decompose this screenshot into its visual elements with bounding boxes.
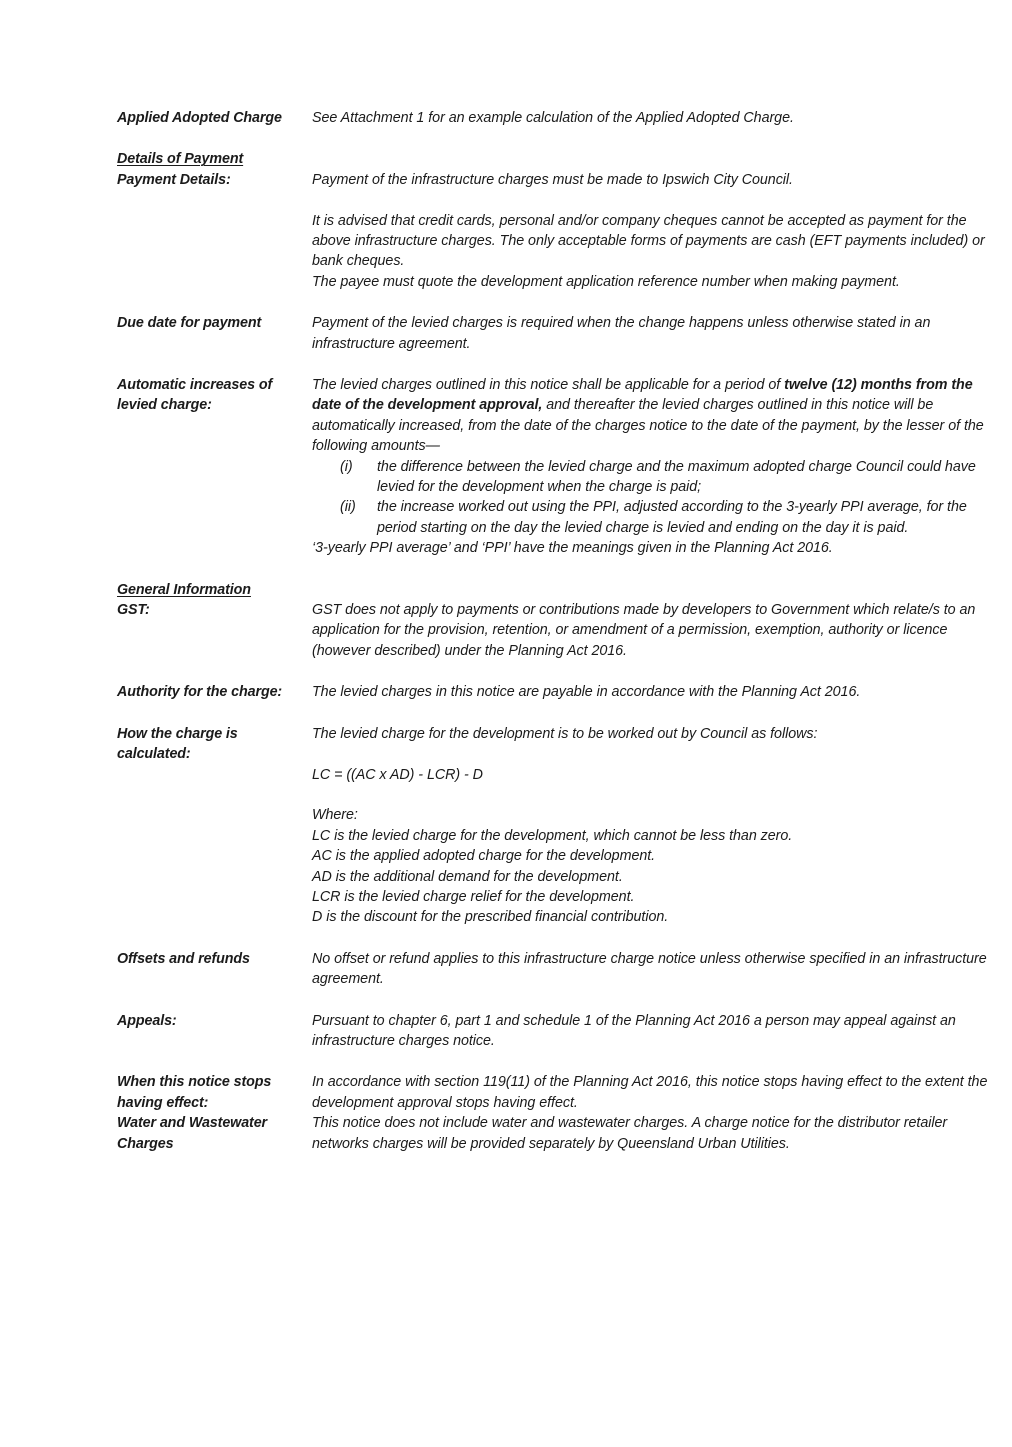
label-general-information bbox=[117, 580, 312, 621]
body-appeals: Pursuant to chapter 6, part 1 and schedule 1 of the Planning Act 2016 a person may appeal against an infrastructure charges notice. bbox=[312, 1012, 956, 1049]
list-item-text: the increase worked out using the PPI, adjusted according to the 3-yearly PPI average, for the period starting on the day the levied charge is levied and ending on the day it is paid. bbox=[377, 499, 967, 536]
section-water-and-wastewater-charges bbox=[117, 1113, 995, 1154]
spacer bbox=[117, 1051, 995, 1072]
spacer-line bbox=[312, 785, 995, 805]
body-how-the-charge-is-calculated bbox=[312, 724, 995, 928]
label-due-date-for-payment: Due date for payment bbox=[117, 315, 262, 332]
label-offsets-and-refunds: Offsets and refunds bbox=[117, 950, 250, 967]
spacer-line bbox=[312, 744, 995, 764]
spacer bbox=[117, 559, 995, 580]
section-automatic-increases bbox=[117, 375, 995, 559]
heading-general-information: General Information bbox=[117, 581, 251, 598]
section-appeals bbox=[117, 1011, 995, 1052]
auto-inc-text-part-2: and thereafter the levied charges outlined in this notice will be automatically increased, from the date of the charges notice to the date of the payment, by the lesser of the following amounts— bbox=[312, 397, 984, 455]
label-applied-adopted-charge: Applied Adopted Charge bbox=[117, 110, 282, 126]
spacer bbox=[117, 128, 995, 149]
label-gst: GST: bbox=[117, 602, 150, 619]
section-when-notice-stops-having-effect bbox=[117, 1072, 995, 1113]
label-how-the-charge-is-calculated: How the charge is calculated: bbox=[117, 725, 238, 763]
body-authority-for-the-charge: The levied charges in this notice are payable in accordance with the Planning Act 2016. bbox=[312, 684, 861, 701]
automatic-increases-closing: ‘3-yearly PPI average’ and ‘PPI’ have the meanings given in the Planning Act 2016. bbox=[312, 540, 833, 557]
automatic-increases-roman-list bbox=[312, 457, 995, 539]
gst-paragraph: GST does not apply to payments or contributions made by developers to Government which relate/s to an application for the provision, retention, or amendment of a permission, exemption, authority or licence (however described) under the Planning Act 2016. bbox=[312, 602, 976, 659]
label-automatic-increases: Automatic increases of levied charge: bbox=[117, 377, 273, 414]
label-water-and-wastewater-charges: Water and Wastewater Charges bbox=[117, 1115, 268, 1152]
spacer bbox=[117, 703, 995, 724]
label-payment-details: Payment Details: bbox=[117, 171, 231, 188]
spacer bbox=[117, 661, 995, 682]
body-automatic-increases bbox=[312, 375, 995, 559]
spacer bbox=[117, 928, 995, 949]
label-when-notice-stops-having-effect: When this notice stops having effect: bbox=[117, 1074, 272, 1111]
list-item bbox=[312, 457, 995, 498]
list-marker: (ii) bbox=[340, 499, 356, 516]
body-offset-line bbox=[312, 149, 995, 169]
body-payment-details bbox=[312, 149, 995, 292]
body-applied-adopted-charge: See Attachment 1 for an example calculation of the Applied Adopted Charge. bbox=[312, 110, 794, 126]
spacer bbox=[117, 354, 995, 375]
auto-inc-text-part-1: The levied charges outlined in this notice shall be applicable for a period of bbox=[312, 377, 785, 394]
label-authority-for-the-charge: Authority for the charge: bbox=[117, 684, 283, 701]
definition-d: D is the discount for the prescribed financial contribution. bbox=[312, 909, 669, 926]
section-details-of-payment bbox=[117, 149, 995, 292]
spacer-line bbox=[312, 190, 995, 210]
section-applied-adopted-charge bbox=[117, 108, 995, 128]
list-item bbox=[312, 497, 995, 538]
heading-details-of-payment: Details of Payment bbox=[117, 151, 244, 168]
list-item-text: the difference between the levied charge and the maximum adopted charge Council could have levied for the development when the charge is paid; bbox=[377, 458, 976, 496]
body-when-notice-stops-having-effect: In accordance with section 119(11) of the Planning Act 2016, this notice stops having effect to the extent the development approval stops having effect. bbox=[312, 1074, 988, 1111]
auto-inc-bold-run: twelve (12) months from the date of the development approval, bbox=[312, 377, 973, 414]
definition-lcr: LCR is the levied charge relief for the development. bbox=[312, 888, 635, 905]
document-content bbox=[117, 108, 995, 1154]
section-general-information bbox=[117, 580, 995, 662]
section-offsets-and-refunds bbox=[117, 949, 995, 990]
definition-lc: LC is the levied charge for the development, which cannot be less than zero. bbox=[312, 827, 793, 844]
label-appeals: Appeals: bbox=[117, 1012, 177, 1029]
payment-details-para-1: Payment of the infrastructure charges must be made to Ipswich City Council. bbox=[312, 171, 793, 188]
body-gst bbox=[312, 580, 995, 662]
payment-details-para-2: It is advised that credit cards, personal and/or company cheques cannot be accepted as payment for the above infrastructure charges. The only acceptable forms of payments are cash (EFT payments included) or bank cheques. bbox=[312, 212, 985, 270]
calculation-intro: The levied charge for the development is to be worked out by Council as follows: bbox=[312, 725, 818, 742]
section-authority-for-the-charge bbox=[117, 682, 995, 702]
body-water-and-wastewater-charges: This notice does not include water and wastewater charges. A charge notice for the distributor retailer networks charges will be provided separately by Queensland Urban Utilities. bbox=[312, 1115, 948, 1152]
body-offsets-and-refunds: No offset or refund applies to this infrastructure charge notice unless otherwise specified in an infrastructure agreement. bbox=[312, 950, 987, 988]
body-due-date-for-payment: Payment of the levied charges is required when the change happens unless otherwise stated in an infrastructure agreement. bbox=[312, 315, 931, 352]
spacer bbox=[117, 292, 995, 313]
calculation-formula: LC = ((AC x AD) - LCR) - D bbox=[312, 766, 483, 783]
body-offset-line bbox=[312, 580, 995, 600]
section-due-date-for-payment bbox=[117, 313, 995, 354]
definition-ad: AD is the additional demand for the development. bbox=[312, 868, 623, 885]
spacer bbox=[117, 990, 995, 1011]
label-details-of-payment bbox=[117, 149, 312, 190]
section-how-the-charge-is-calculated bbox=[117, 724, 995, 928]
automatic-increases-paragraph bbox=[312, 375, 995, 457]
list-marker: (i) bbox=[340, 458, 353, 475]
definition-ac: AC is the applied adopted charge for the development. bbox=[312, 848, 656, 865]
where-label: Where: bbox=[312, 807, 358, 824]
payment-details-para-3: The payee must quote the development application reference number when making payment. bbox=[312, 273, 900, 290]
